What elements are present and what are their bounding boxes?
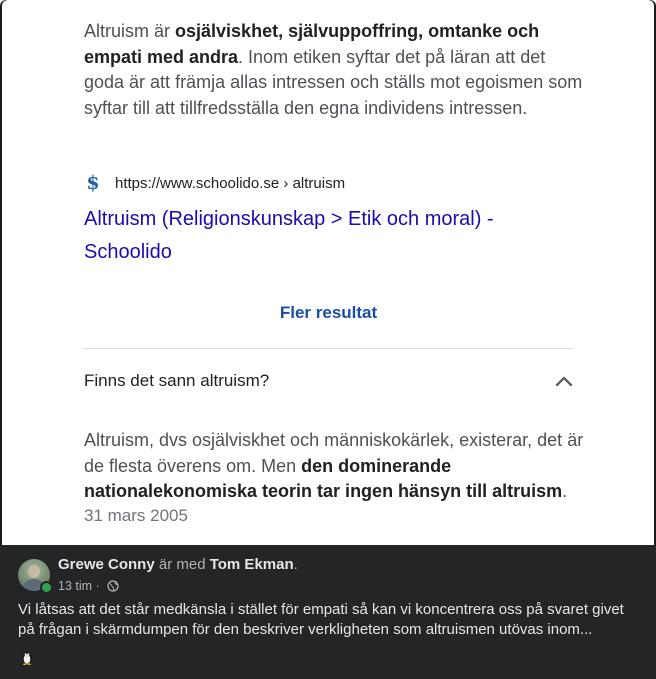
author-avatar-wrap[interactable] — [18, 559, 50, 591]
chevron-up-icon[interactable] — [555, 375, 573, 387]
faq-question: Finns det sann altruism? — [84, 371, 270, 390]
period: . — [293, 556, 298, 573]
more-results-button[interactable]: Fler resultat — [279, 303, 378, 322]
post-meta — [58, 578, 119, 594]
facebook-post — [0, 545, 656, 679]
post-time[interactable]: 13 tim — [58, 579, 93, 593]
answer-text-post: . — [562, 481, 568, 501]
result-title-link[interactable]: Altruism (Religionskunskap > Etik och moral) - Schoolido — [84, 208, 494, 263]
faq-answer — [84, 428, 584, 505]
snippet-text-post: . Inom etiken syftar det på läran att det goda är att främja allas intressen och ställs mot egoismen som syftar till att tillfredsställa den egna individens intressen. — [84, 46, 583, 118]
post-text: Vi låtsas att det står medkänsla i stället för empati så kan vi koncentrera oss på svaret givet på frågan i skärmdumpen för den beskriver verkligheten som altruismen utövas inom... — [18, 601, 624, 638]
globe-icon[interactable] — [107, 580, 119, 592]
source-url[interactable]: https://www.schoolido.se › altruism — [115, 174, 346, 192]
snippet-text-bold: osjälviskhet, självuppoffring, omtanke och empati med andra — [84, 21, 540, 67]
tagged-name[interactable]: Tom Ekman — [209, 556, 294, 573]
with-text: är med — [154, 556, 210, 573]
featured-snippet — [84, 19, 584, 121]
penguin-emoji — [20, 649, 34, 665]
schoolido-logo-icon: $ — [86, 172, 100, 194]
post-author-line — [58, 556, 298, 573]
online-status-dot — [40, 581, 53, 594]
answer-text-bold: den dominerande nationalekonomiska teorin tar ingen hänsyn till altruism — [84, 455, 563, 501]
author-name[interactable]: Grewe Conny — [58, 556, 155, 573]
divider — [84, 348, 573, 349]
answer-date: 31 mars 2005 — [84, 506, 188, 525]
meta-separator: · — [92, 579, 104, 593]
snippet-text-pre: Altruism är — [84, 21, 176, 41]
faq-question-row[interactable] — [84, 368, 573, 394]
answer-text-pre: Altruism, dvs osjälviskhet och människokärlek, existerar, det är de flesta överens om. Men — [84, 430, 584, 476]
source-row[interactable] — [84, 172, 345, 194]
